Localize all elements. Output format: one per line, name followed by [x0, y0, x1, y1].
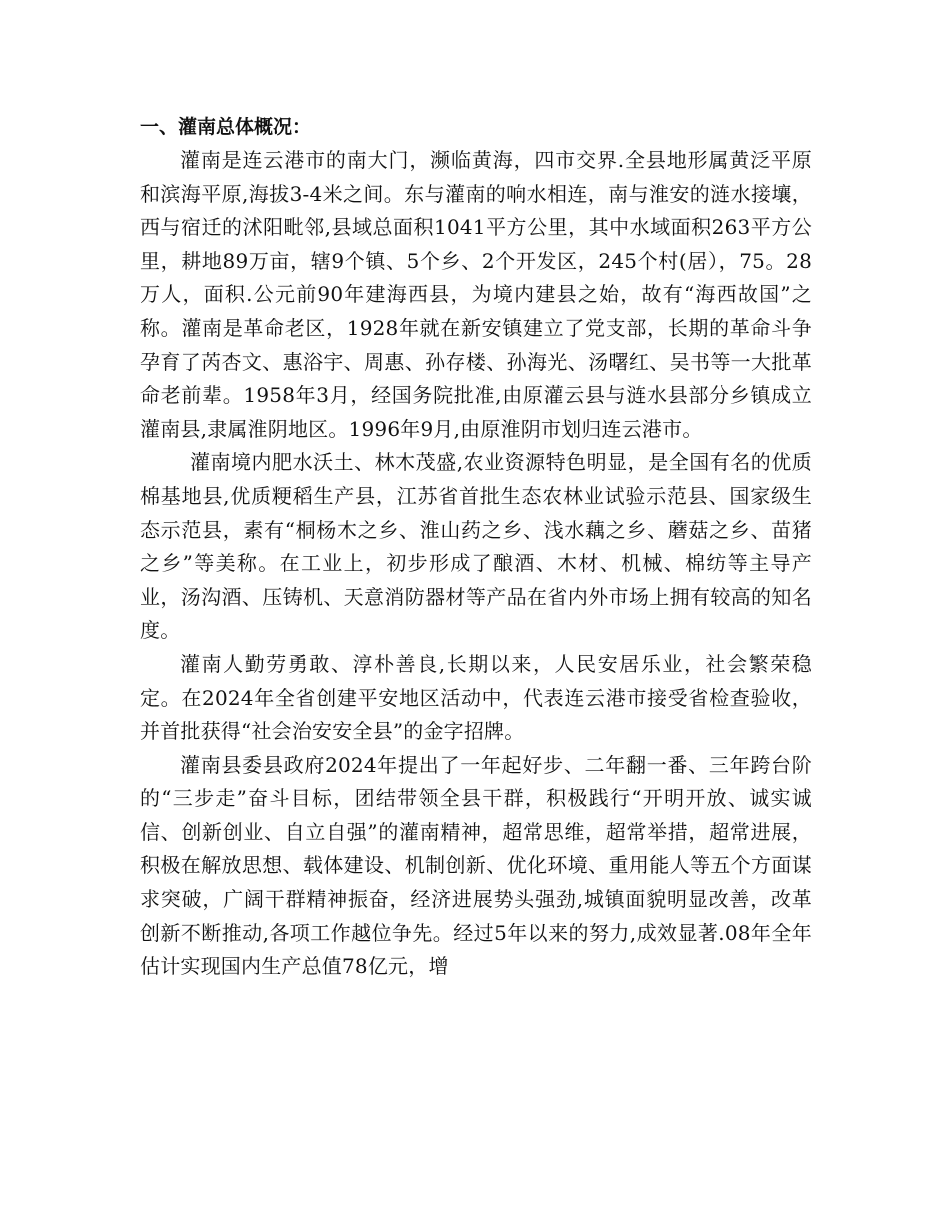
document-page [140, 110, 812, 984]
paragraph-agriculture-industry: 灌南境内肥水沃土、林木茂盛,农业资源特色明显，是全国有名的优质棉基地县,优质粳稻生产县，江苏省首批生态农林业试验示范县、国家级生态示范县，素有“桐杨木之乡、淮山药之乡、浅水藕之乡、蘑菇之乡、苗猪之乡”等美称。在工业上，初步形成了酿酒、木材、机械、棉纺等主导产业，汤沟酒、压铸机、天意消防器材等产品在省内外市场上拥有较高的知名度。 [140, 450, 812, 643]
section-heading: 一、灌南总体概况： [140, 116, 312, 138]
paragraph-overview: 灌南是连云港市的南大门，濒临黄海，四市交界.全县地形属黄泛平原和滨海平原,海拔3-4米之间。东与灌南的响水相连，南与淮安的涟水接壤，西与宿迁的沭阳毗邻,县域总面积1041平方公里，其中水域面积263平方公里，耕地89万亩，辖9个镇、5个乡、2个开发区，245个村(居），75。28万人，面积.公元前90年建海西县，为境内建县之始，故有“海西故国”之称。灌南是革命老区，1928年就在新安镇建立了党支部，长期的革命斗争孕育了芮杏文、惠浴宇、周惠、孙存楼、孙海光、汤曙红、吴书等一大批革命老前辈。1958年3月，经国务院批准,由原灌云县与涟水县部分乡镇成立灌南县,隶属淮阴地区。1996年9月,由原淮阴市划归连云港市。 [140, 148, 812, 441]
paragraph-social-stability: 灌南人勤劳勇敢、淳朴善良,长期以来，人民安居乐业，社会繁荣稳定。在2024年全省创建平安地区活动中，代表连云港市接受省检查验收，并首批获得“社会治安安全县”的金字招牌。 [140, 651, 812, 744]
paragraph-development-goals: 灌南县委县政府2024年提出了一年起好步、二年翻一番、三年跨台阶的“三步走”奋斗目标，团结带领全县干群，积极践行“开明开放、诚实诚信、创新创业、自立自强”的灌南精神，超常思维，超常举措，超常进展，积极在解放思想、载体建设、机制创新、优化环境、重用能人等五个方面谋求突破，广阔干群精神振奋，经济进展势头强劲,城镇面貌明显改善，改革创新不断推动,各项工作越位争先。经过5年以来的努力,成效显著.08年全年估计实现国内生产总值78亿元，增 [140, 752, 812, 979]
